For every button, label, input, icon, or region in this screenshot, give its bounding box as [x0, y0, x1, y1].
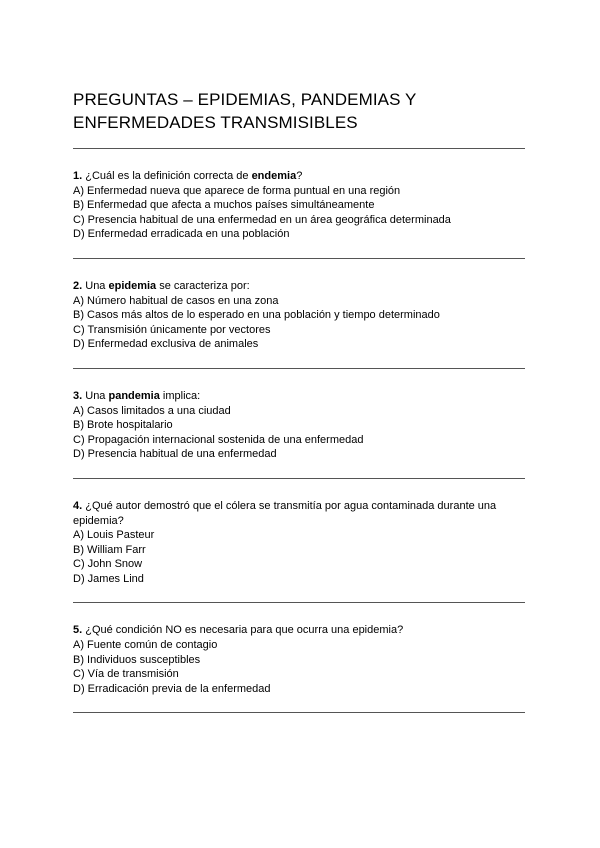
answer-option-a: A) Fuente común de contagio [73, 639, 218, 652]
stem-text: ¿Qué condición NO es necesaria para que ocurra una epidemia? [82, 624, 404, 637]
question-number: 5. [73, 624, 83, 637]
question-divider [73, 258, 525, 259]
answer-option-b: B) William Farr [73, 543, 146, 556]
answer-option-b: B) Enfermedad que afecta a muchos países simultáneamente [73, 199, 375, 212]
stem-text-end: ? [296, 170, 303, 182]
question-1 [73, 169, 525, 242]
question-divider [73, 478, 525, 479]
question-divider [73, 368, 525, 369]
question-stem [73, 279, 525, 294]
answer-option-d: D) Enfermedad exclusiva de animales [73, 338, 259, 351]
question-number: 1. [73, 170, 83, 182]
answer-options [73, 638, 525, 696]
answer-option-d: D) Presencia habitual de una enfermedad [73, 448, 277, 461]
stem-text: ¿Cuál es la definición correcta de [82, 170, 252, 182]
stem-text: Una [82, 279, 109, 292]
question-stem [73, 389, 525, 404]
answer-option-a: A) Enfermedad nueva que aparece de forma puntual en una región [73, 184, 401, 197]
answer-option-c: C) John Snow [73, 558, 143, 571]
answer-options [73, 294, 525, 352]
question-stem [73, 169, 525, 184]
question-stem [73, 623, 525, 638]
stem-keyword: epidemia [108, 279, 157, 292]
answer-options [73, 404, 525, 462]
answer-option-c: C) Propagación internacional sostenida de una enfermedad [73, 433, 364, 446]
answer-option-a: A) Casos limitados a una ciudad [73, 404, 231, 417]
answer-option-d: D) Enfermedad erradicada en una población [73, 228, 290, 241]
stem-text: ¿Qué autor demostró que el cólera se transmitía por agua contaminada durante una epidemia? [73, 499, 497, 527]
question-5 [73, 623, 525, 696]
answer-option-d: D) James Lind [73, 572, 144, 585]
stem-text-end: implica: [159, 389, 201, 402]
title-line-1: PREGUNTAS – EPIDEMIAS, PANDEMIAS Y [73, 90, 417, 109]
document-title [73, 88, 525, 134]
question-2 [73, 279, 525, 352]
answer-option-b: B) Brote hospitalario [73, 419, 173, 432]
title-line-2: ENFERMEDADES TRANSMISIBLES [73, 113, 358, 132]
answer-option-a: A) Louis Pasteur [73, 529, 155, 542]
question-divider [73, 712, 525, 713]
answer-option-a: A) Número habitual de casos en una zona [73, 294, 279, 307]
answer-option-b: B) Casos más altos de lo esperado en una población y tiempo determinado [73, 309, 440, 322]
question-number: 3. [73, 389, 83, 402]
answer-option-c: C) Transmisión únicamente por vectores [73, 323, 271, 336]
question-3 [73, 389, 525, 462]
answer-options [73, 184, 525, 242]
document-page [73, 88, 525, 713]
stem-keyword: pandemia [108, 389, 160, 402]
question-stem [73, 499, 525, 528]
stem-text: Una [82, 389, 109, 402]
question-number: 4. [73, 499, 83, 512]
answer-options [73, 528, 525, 586]
question-divider [73, 602, 525, 603]
stem-keyword: endemia [251, 170, 297, 182]
answer-option-c: C) Vía de transmisión [73, 668, 179, 681]
stem-text-end: se caracteriza por: [156, 279, 250, 292]
title-divider [73, 148, 525, 149]
answer-option-b: B) Individuos susceptibles [73, 653, 201, 666]
question-number: 2. [73, 279, 83, 292]
answer-option-c: C) Presencia habitual de una enfermedad en un área geográfica determinada [73, 213, 451, 226]
question-4 [73, 499, 525, 587]
answer-option-d: D) Erradicación previa de la enfermedad [73, 682, 271, 695]
